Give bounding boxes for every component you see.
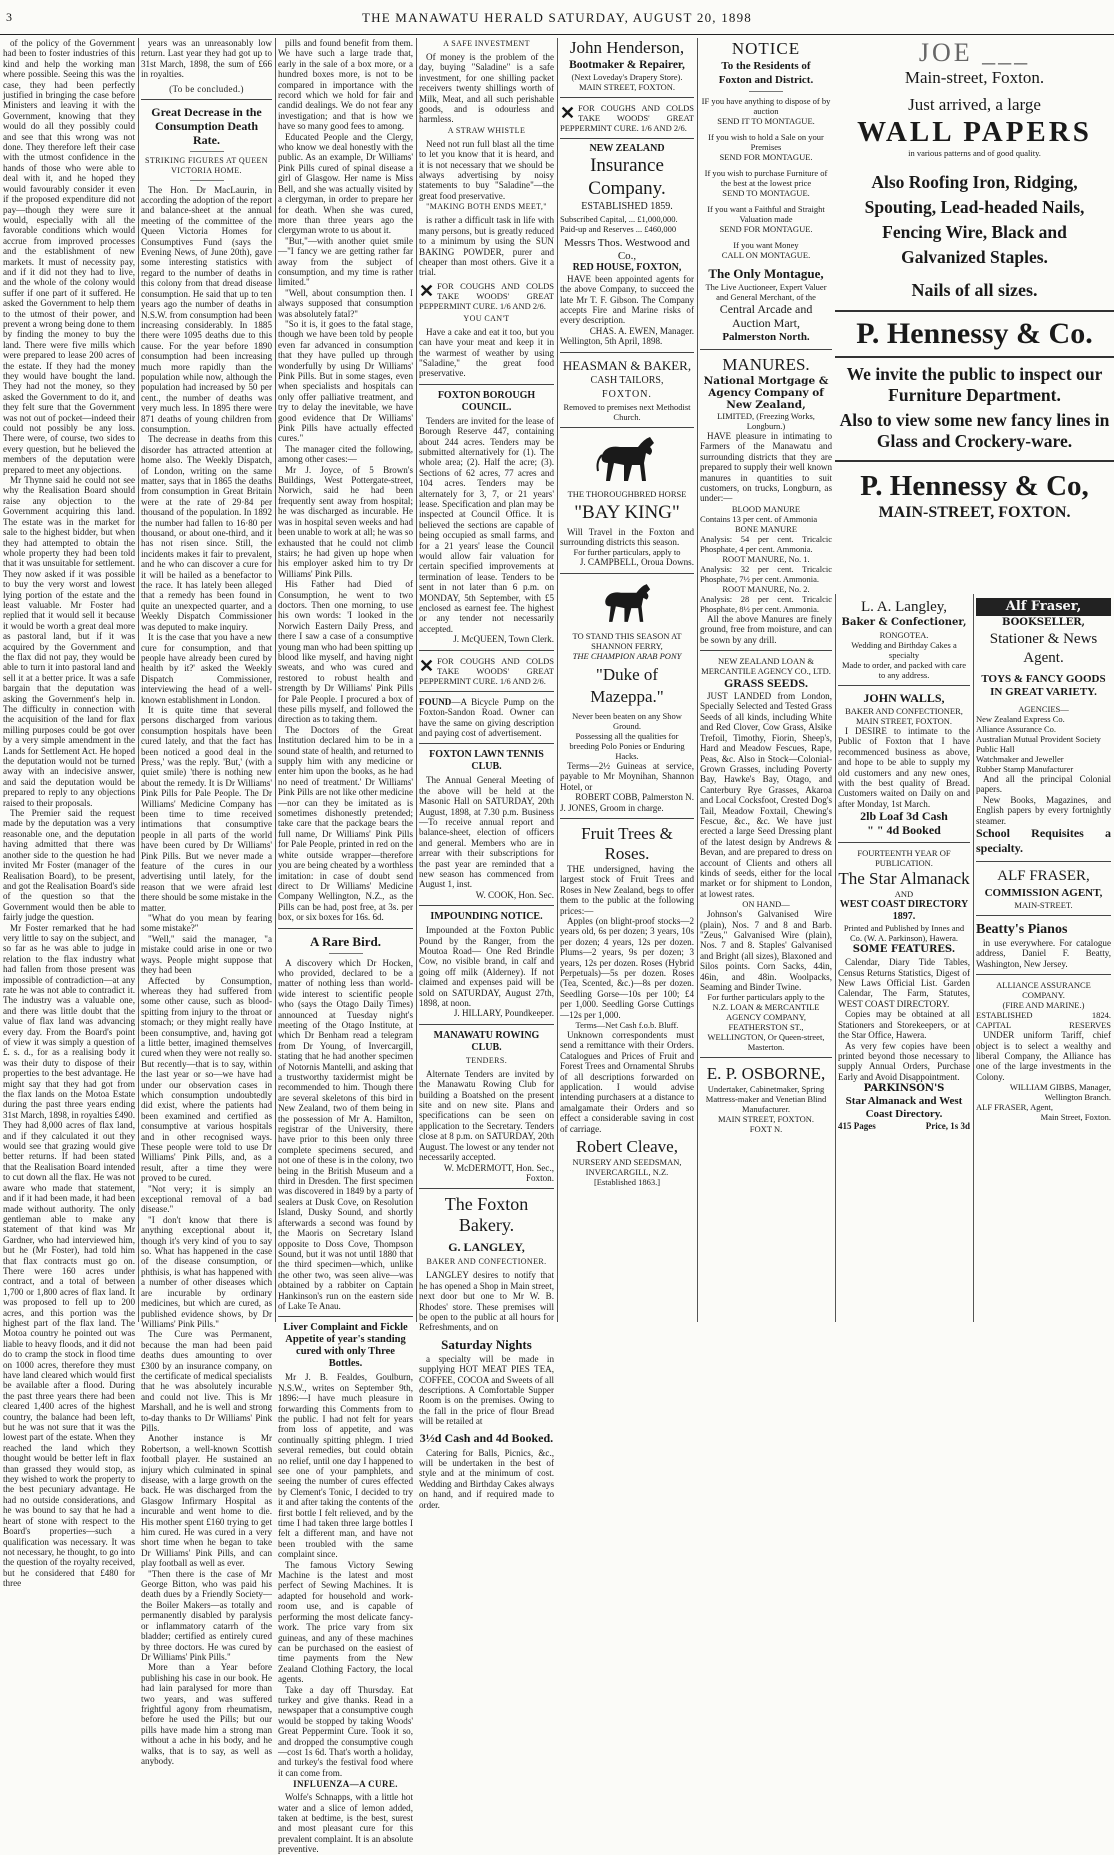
ad-text: HAVE pleasure in intimating to Farmers of the Manawatu and surrounding districts that they are prepared to supply their well known manures in quantities to suit customers, on trucks, Longburn, as under:— [700, 431, 832, 504]
ad-signature: ROBERT COBB, Palmerston N. [575, 792, 694, 803]
ad-text: Possessing all the qualities for breeding Polo Ponies or Enduring Hacks. [569, 730, 685, 761]
article-paragraph: Take a day off Thursday. Eat turkey and give thanks. Read in a newspaper that a consumptive cough would be stopped by taking Woods' Great Peppermint Cure. Took it so, and dropped the consumptive cough—cost 1s 6d. That's worth a holiday, and turkey's the festival food where it can come from. [278, 1684, 413, 1778]
notice-text: Catering for Balls, Picnics, &c., will be undertaken in the best of style and at the minimum of cost. Wedding and Birthday Cakes always on hand, and if required made to order. [419, 1447, 554, 1510]
bookseller: BOOKSELLER, [1001, 617, 1086, 628]
notice-district: Foxton and District. [718, 74, 814, 86]
bakery-owner: G. LANGLEY, [448, 1240, 525, 1255]
article-paragraph: A discovery which Dr Hocken, who provided, declared to be a matter of nothing less than world-wide interest to scientific people who (says the Otago Daily Times) announced at Tuesday night's meeting of the Otago Institute, at which Dr Benham read a telegram from Dr Young, of Invercargill, stating that he had another specimen of Notornis Mantelli, and asking that a trustworthy taxidermist might be recommended to him. Though there are several skeletons of this bird in New Zealand, two of them being in the possession of Mr A. Hamilton, registrar of the University, there have prior to this been only three complete specimens secured, and not one of these is in the colony, two being in the British Museum and a third in Dresden. The first specimen was discovered in 1849 by a party of sealers at Dusk Cove, on Resolution Island, Dusky Sound, and shortly afterwards a second was found by the Maoris on Secretary Island opposite to Doss Cove, Thompson Sound, but it was not until 1880 that the third specimen—which, unlike the other two, was seen alive—was obtained by a rabbiter on Captain Hankinson's run on the eastern side of Lake Te Anau. [278, 957, 413, 1311]
ad-text: THE undersigned, having the largest stock of Fruit Trees and Roses in New Zealand, begs to offer them to the public at the following prices:— [560, 863, 694, 916]
horse-name-bay-king: "BAY KING" [574, 501, 680, 523]
just-arrived: Just arrived, a large [908, 95, 1041, 114]
montague-line: SEND FOR MONTAGUE. [719, 152, 813, 162]
montague-line: If you wish to hold a Sale on your Premises [708, 132, 824, 152]
ad-text: HAVE been appointed agents for the above Company, to succeed the late Mr T. F. Gibson. The Company accepts Fire and Marine risks of every description. [560, 273, 694, 326]
osborne-trade: Undertaker, Cabinetmaker, Spring [707, 1084, 825, 1095]
article-paragraph: The manager cited the following, among other cases:— [278, 443, 413, 465]
robert-cleave-name: Robert Cleave, [576, 1137, 678, 1157]
ad-text: For further particulars, apply to [573, 547, 681, 558]
manure-analysis: Analysis: 28 per cent. Tricalcic Phosphate, 8½ per cent. Ammonia. [700, 593, 832, 614]
red-house: RED HOUSE, FOXTON, [572, 262, 682, 274]
almanack-price: Price, 1s 3d [925, 1121, 970, 1132]
notice-signature: J. McQUEEN, Town Clerk. [453, 634, 554, 645]
ad-signature: CHAS. A. EWEN, Manager. [589, 325, 694, 336]
almanack-and: AND [894, 889, 914, 900]
montague-line: CALL ON MONTAGUE. [721, 250, 811, 260]
article-paragraph: The Doctors of the Great Institution declared him to be in a sound state of health, and returned to supply him with any medicine or enter him upon the books, as he had no need of treatment.' Dr Williams' Pink Pills are not like other medicine—nor can they be imitated as is sometimes dishonestly pretended; take care that the package bears the full name, Dr Williams' Pink Pills for Pale People, printed in red on the white outside wrapper—therefore you are being cheated by a worthless imitation: in case of doubt send direct to Dr Williams' Medicine Company Wellington, N.Z., as the Pills can be had, post free, at 3s. per box, or six boxes for 16s. 6d. [278, 724, 413, 923]
ad-text: Will Travel in the Foxton and surrounding districts this season. [560, 526, 694, 548]
bakery-trade: BAKER AND CONFECTIONER. [426, 1257, 547, 1267]
hennessy-name-2: P. Hennessy & Co, [860, 470, 1089, 502]
ad-text: For further particulars apply to the [707, 992, 825, 1003]
ad-signature: J. CAMPBELL, Oroua Downs. [579, 557, 694, 568]
manure-name: BONE MANURE [734, 523, 798, 534]
column-8-ads [973, 38, 1114, 1322]
subheadline: STRIKING FIGURES AT QUEEN VICTORIA HOME. [145, 155, 268, 175]
article-paragraph: It is quite time that several persons discharged from various consumption hospitals have been cured lately, and that the fact has been noticed a good deal in the Press,' was the reply. 'But,' (with a quiet smile) 'there is nothing new about the remedy. It is Dr Williams' Pink Pills for Pale People. The Dr Williams' Medicine Company has been time to time received intimations that consumptive people in all parts of the world have been cured by Dr Williams' Pink Pills. But we never made a feature of the cures in our advertising until lately, for the reason that we were afraid lest there should be some mistake in the matter. [141, 704, 272, 913]
nz-insurance-label: NEW ZEALAND [589, 143, 665, 154]
column-3-article [275, 38, 416, 1855]
article-paragraph: "I don't know that there is anything exceptional about it, though it's very kind of you to say so. What has happened in the case of the disease consumption, or phthisis, is what has happened with a number of other diseases which are incurable by ordinary medicines, but which are cured, as published evidence shows, by Dr Williams' Pink Pills." [141, 1214, 272, 1329]
langley-name: L. A. Langley, [860, 599, 948, 615]
article-paragraph: Wolfe's Schnapps, with a little hot water and a slice of lemon added, taken at bedtime, is the best, surest and most pleasant cure for this prevalent complaint. It is an absolute preventive. [278, 1792, 413, 1855]
notice-text: Alternate Tenders are invited by the Manawatu Rowing Club for building a Boatshed on the present site and on new site. Plans and specifications can be seen on application to the Secretary. Tenders close at 8 p.m. on SATURDAY, 20th August. The lowest or any tender not necessarily accepted. [419, 1068, 554, 1163]
notice-text: Of money is the problem of the day, buying "Saladine" is a safe investment, for one shilling packet receivers twenty shillings worth of Milk, Meat, and all such perishable goods, and is odourless and harmless. [419, 52, 554, 125]
toys-fancy-goods: TOYS & FANCY GOODS IN GREAT VARIETY. [981, 673, 1106, 698]
article-paragraph: "Then there is the case of Mr George Bitton, who was paid his death dues by a Friendly Society—the Boiler Makers—as totally and permanently disabled by paralysis or inflammatory catarrh of the bladder; certified as entirely cured by three doctors. He was cured by Dr Williams' Pink Pills." [141, 1568, 272, 1662]
capital-line: Subscribed Capital, ... £1,000,000. [560, 214, 678, 225]
ad-text: Copies may be obtained at all Stationers and Storekeepers, or at the Star Office, Hawera. [838, 1009, 970, 1041]
alf-fraser-name: ALF FRASER, [997, 868, 1090, 885]
notice-heading: A STRAW WHISTLE [447, 125, 526, 135]
ad-text: Calendar, Diary Tide Tables, Census Returns Statistics, Digest of New Laws Official List. Garden Calendar, The Farm, Statutes, WEST COAST DIRECTORY. [838, 957, 970, 1009]
hennessy-address: MAIN-STREET, FOXTON. [878, 504, 1071, 521]
on-hand: ON HAND— [742, 899, 790, 910]
notice-text: Impounded at the Foxton Public Pound by the Ranger, from the Moutoa Road— One Red Brindle Cow, no visible brand, in calf and going off milk (Alderney). If not claimed and expenses paid will be sold on SATURDAY, August 27th, 1898, at noon. [419, 925, 554, 1009]
horse-heading: THE THOROUGHBRED HORSE [567, 488, 687, 499]
article-paragraph: pills and found benefit from them. We have such a large trade that, early in the sale of a box more, or a hundred boxes more, is not to be compared in importance with the record which we hold for fair and candid dealings. We do not fear any investigation; and that is how we have so many good fees to among. [278, 38, 413, 132]
article-paragraph: His Father had Died of Consumption, he went to two doctors. Then one morning, to use his own words: 'I looked in the Norwich Eastern Daily Press, and there I saw a case of a consumptive young man who had been spitting up blood like myself, and having night sweats, and who was cured and restored to robust health and strength by Dr Williams' Pink Pills for Pale People. I procured a box of these pills myself, and followed the direction as to taking them. [278, 579, 413, 725]
impounding-heading: IMPOUNDING NOTICE. [430, 911, 543, 923]
article-paragraph: More than a Year before publishing his case in our book. He had lain paralysed for more than two years, and was suffered frightful agony from rheumatism, before he used the Pills; but our pills have made him a strong man without a ache in his body, and he walks, that is to say, as well as anybody. [141, 1662, 272, 1766]
headline-liver-complaint: Liver Complaint and Fickle Appetite of year's standing cured with only Three Bottles. [283, 1322, 408, 1370]
bread-price: 3½d Cash and 4d Booked. [419, 1430, 554, 1445]
bread-booked-price: " " 4d Booked [867, 823, 941, 838]
notice-signature: W. COOK, Hon. Sec. [475, 889, 554, 900]
column-1-article [0, 38, 138, 1589]
terms: Terms—Net Cash f.o.b. Bluff. [575, 1020, 679, 1030]
montague-line: If you want a Faithful and Straight Valuation made [707, 204, 825, 224]
notice-heading: A SAFE INVESTMENT [443, 39, 530, 48]
beattys-pianos: Beatty's Pianos [976, 922, 1068, 938]
main-street-line: Main-street, Foxton. [904, 68, 1045, 87]
bread-cash-price: 2lb Loaf 3d Cash [860, 809, 948, 824]
headline-rare-bird: A Rare Bird. [310, 933, 381, 949]
agencies-heading: AGENCIES— [1018, 704, 1069, 714]
montague-line: IF you have anything to dispose of by auction [701, 96, 831, 116]
established-label: ESTABLISHED [976, 1010, 1033, 1021]
cough-cure-ad: ✕ FOR COUGHS AND COLDS TAKE WOODS' GREAT PEPPERMINT CURE. 1/6 AND 2/6. [560, 103, 694, 133]
henderson-location: (Next Loveday's Drapery Store). [571, 72, 683, 82]
manure-analysis: Analysis: 32 per cent. Tricalcic Phosphate, 7½ per cent. Ammonia. [700, 563, 832, 584]
almanack-year: FOURTEENTH YEAR OF PUBLICATION. [857, 848, 951, 869]
nursery-title: NURSERY AND SEEDSMAN, [572, 1157, 682, 1168]
cough-cure-ad: ✕ FOR COUGHS AND COLDS TAKE WOODS' GREAT PEPPERMINT CURE. 1/6 AND 2/6. [419, 280, 554, 311]
to-be-concluded: (To be concluded.) [169, 83, 244, 94]
heasman-town: FOXTON. [602, 388, 652, 400]
article-paragraph: Another instance is Mr Robertson, a well-known Scottish football player. He sustained an injury which culminated in spinal disease, with a large growth on the back. He was discharged from the Glasgow Infirmary Hospital as incurable and went home to die. His mother spent £160 trying to get him cured. He was cured in a very short time when he began to take Dr Williams' Pink Pills, and can play football as well as ever. [141, 1433, 272, 1569]
page-number: 3 [6, 10, 12, 24]
main-street: MAIN-STREET. [1014, 900, 1073, 911]
mortgage-company: National Mortgage & Agency Company of New Zealand, [703, 375, 829, 411]
ad-text: in use everywhere. For catalogue address, Daniel F. Beatty, Washington, New Jersey. [976, 938, 1111, 969]
ad-text: UNDER uniform Tariff, chief object is to select a wealthy and liberal Company, the Alliance has one of the large investments in the Colony. [976, 1030, 1111, 1082]
ad-text: J. JONES, Groom in charge. [560, 802, 664, 813]
headline-influenza: INFLUENZA—A CURE. [293, 1779, 398, 1790]
parkinsons: PARKINSON'S [863, 1083, 945, 1095]
agency-item: Rubber Stamp Manufacturer [976, 764, 1074, 774]
nz-loan-heading: NEW ZEALAND LOAN & MERCANTILE AGENCY CO., LTD. [701, 656, 831, 677]
star-almanack-title: The Star Almanack [838, 869, 970, 889]
ad-text: Made to order, and packed with care to any address. [841, 660, 967, 680]
fruit-trees-heading: Fruit Trees & Roses. [581, 823, 673, 863]
wall-papers-note: in various patterns and of good quality. [908, 148, 1041, 158]
heasman-note: Removed to premises next Methodist Church. [563, 401, 691, 422]
notice-text: LANGLEY desires to notify that he has opened a Shop in Main street, next door but one to Mr W. B. Rhodes' store. These premises will be open to the public at all hours for Refreshments, and on [419, 1270, 554, 1333]
cross-icon: ✕ [419, 655, 435, 676]
nails-line: Nails of all sizes. [911, 280, 1038, 300]
article-paragraph: Affected by Consumption, whereas they had suffered from some other cause, such as blood-spitting from injury to the throat or stomach; or they might really have been consumptive, and, having got a little better, imagined themselves cured when they were not really so. But recently—that is to say, within the last year or so—we have had under our observation cases in which consumption undoubtedly did exist, where the patients had been examined and certified as consumptive at various hospitals and in other recognised ways. These people were told to use Dr Williams' Pink Pills, and, as a result, after a time they were proved to be cured. [141, 975, 272, 1184]
notice-text: Tenders are invited for the lease of Borough Reserve 447, containing about 244 acres. Tenders may be submitted alternatively for (1). The whole area; (2). Half the acre; (3). Sections of 62 acres, 77 acres and 104 acres. Tenders may be alternately for 3, 7, or 21 years' lease. Specification and plan may be inspected at Council Office. It is believed the sections are capable of being occupied as small farms, and for a 21 years' lease the Council would allow fair valuation for certain specified improvements at termination of lease. Tenders to be sent in not later than 6 p.m. on MONDAY, 5th September, with £5 enclosed as earnest fee. The highest or any tender not necessarily accepted. [419, 415, 554, 634]
ad-text: Johnson's Galvanised Wire (plain), Nos. 7 and 8 and Barb. "Zeus," Galvanised Wire (plain), Nos. 7 and 8. Staples' Galvanised and Bright (all sizes), Blaxoned and Silos points. Corn Sacks, 44in, 46in, and 48in. Woolpacks, Seaming and Binder Twine. [700, 909, 832, 993]
article-paragraph: Mr Foster remarked that he had very little to say on the subject, and so far as he was able to judge in relation to the flax industry what had fallen from those present was impossible of contradiction—at any rate he was not able to contradict it. The industry was a valuable one, and there was little doubt that the value of flax land was advancing every day. From the Board's point of view it was simply a question of £. s. d., for as a realising body it was their duty to dispose of their properties to the best advantage. He might say that they had got from the flax lands on the Motoa Estate during the past three years ending 31st March, 1898, in royalties £490. They had 8,000 acres of flax land, and if they calculated it out they would see that grazing would give better returns. If had been stated that the Realisation Board intended to cut down all the flax. He was not aware who made that statement, and if it had been made, it had been made without authority. The only gentleman able to make any statement of that kind was Mr Gardner, who had interviewed him, but he (Mr Foster), had told him that flax contracts must go on. There were 160 acres under contract, and a total of between 1,700 or 1,800 acres of flax land. It was proposed to fell up to 200 acres, and this portion was the highest part of the flax land. The Motoa country he pointed out was liable to heavy floods, and it did not do to cramp the stock in flood time on 1000 acres, therefore they must have land cleared which would first be available after a flood. During the past three years there had been cleared 1,400 acres of the highest country, the balance had been left, but he was not sure that it was the lowest part of the estate. When they reached the land which they thought would be better left in flax than grassed they would stop, as they wished to work the property to the best pecuniary advantage. He had no outside considerations, and he was bound to say that he had a heart of stone with respect to the Board's properties—such a qualification was necessary. It was not necessary, he thought, to go into the question of the royalty received, but he considered that £480 for three [3, 922, 135, 1589]
borough-council-heading: FOXTON BOROUGH COUNCIL. [437, 389, 536, 413]
capital-label: CAPITAL [976, 1020, 1012, 1031]
article-paragraph: Mr J. Joyce, of 5 Brown's Buildings, West Pottergate-street, Norwich, said he had been frequently sent away from hospital; he was discharged as incurable. He was in hospital seven weeks and had been unable to work at all; he was so exhausted that he could not climb stairs; he had given up hope when his employer asked him to try Dr Williams' Pink Pills. [278, 464, 413, 579]
montague-line: SEND TO MONTAGUE. [722, 188, 810, 198]
ad-text: New Books, Magazines, and English papers by every fortnightly steamer. [976, 794, 1111, 826]
ad-text: And all the principal Colonial papers. [976, 774, 1111, 795]
agent-address: Main Street, Foxton. [1040, 1112, 1111, 1123]
column-4-notices [416, 38, 557, 1510]
osborne-trade-2: Mattress-maker and Venetian Blind Manufacturer. [705, 1094, 827, 1115]
notice-text: is rather a difficult task in life with many persons, but is greatly reduced to a minimum by using the SUN BAKING POWDER, purer and cheaper than most others. Give it a trial. [419, 215, 554, 278]
palmerston-north: Palmerston North. [722, 331, 810, 343]
manures-heading: MANURES. [722, 355, 810, 374]
established-row [976, 1010, 1111, 1020]
manure-name: BLOOD MANURE [731, 503, 801, 514]
agents-name: Messrs Thos. Westwood and Co., [564, 237, 690, 263]
column-2-article [138, 38, 275, 1766]
agency-item: Alliance Assurance Co. [976, 724, 1057, 734]
found-notice: FOUND—A Bicycle Pump on the Foxton-Sandon Road. Owner can have the same on giving description and paying cost of advertisement. [419, 696, 554, 738]
notice-signature: W. McDERMOTT, Hon. Sec., Foxton. [443, 1162, 554, 1183]
notice-heading: YOU CAN'T [463, 313, 510, 323]
nursery-town: INVERCARGILL, N.Z. [585, 1167, 669, 1178]
ad-text: I DESIRE to intimate to the Public of Foxton that I have recommenced business as above, and hope to be able to supply my old customers and any new ones, with the best quality of Bread. Customers waited on Daily on and after Monday, 1st March. [838, 726, 970, 809]
established-year: 1824. [1091, 1010, 1111, 1021]
price-list: Apples (on blight-proof stocks—2 years old, 6s per dozen; 3 years, 10s per dozen; 4 years, 12s per dozen. Plums—2 years, 9s per dozen; 3 years, 12s per dozen. Roses (Hybrid Perpetuals)—5s per dozen. Roses (Tea, Scented, &c.)—8s per dozen. Seedling Gorse—10s per 100; £4 per 1,000. Seedling Gorse Cuttings—12s per 1,000. [560, 915, 694, 1020]
nz-insurance-title: Insurance Company. [588, 155, 666, 200]
furniture-department: We invite the public to inspect our Furniture Department. [846, 364, 1103, 405]
hennessy-name: P. Hennessy & Co. [856, 317, 1093, 350]
nz-insurance-established: ESTABLISHED 1859. [581, 201, 673, 213]
ad-text: N.Z. LOAN & MERCANTILE AGENCY COMPANY, [712, 1002, 820, 1023]
cross-icon: ✕ [560, 103, 576, 123]
henderson-trade: Bootmaker & Repairer, [569, 59, 685, 71]
article-paragraph: The decrease in deaths from this disorder has attracted attention at home also. The Weekly Dispatch, of London, writing on the same matter, says that in 1865 the deaths from consumption in Great Britain were at the rate of 29·84 per thousand of the population. In 1892 the number had fallen to 16·80 per thousand, or about one-third, and it has not risen since. Still, the incidents makes it fair to prevalent, and he who can discover a cure for it will be hailed as a benefactor to the race. It has lately been alleged that a remedy has been found in quite an unexpected quarter, and a Weekly Dispatch Commissioner was deputed to make inquiry. [141, 434, 272, 632]
heasman-name: HEASMAN & BAKER, [562, 357, 692, 373]
langley-trade: Baker & Confectioner, [841, 617, 967, 628]
capital-row [976, 1020, 1111, 1030]
article-paragraph: "Well," said the manager, "a mistake could arise in one or two ways. People might suppose that they had been [141, 933, 272, 976]
notice-text: Have a cake and eat it too, but you can have your meat and keep it in the warmest of weather by using "Saladine," the great food preservative. [419, 326, 554, 379]
montague-line: SEND IT TO MONTAGUE. [717, 116, 815, 126]
notice-heading: NOTICE [731, 39, 801, 58]
fire-marine: (FIRE AND MARINE.) [1002, 1000, 1085, 1011]
article-paragraph: Educated People and the Clergy, who know we deal honestly with the public. As an example, Dr Williams' Pink Pills cured of spinal disease a girl of Glasgow. Her name is Miss Bell, and she was actually visited by a clergyman, in order to prepare her for death. When she was cured, more than three years ago the clergyman wrote to us about it. [278, 131, 413, 236]
ad-text: FEATHERSTON ST., WELLINGTON, Or Queen-street, Masterton. [707, 1022, 825, 1053]
agency-item: New Zealand Express Co. [976, 714, 1065, 724]
article-paragraph: "But,"—with another quiet smile—"I fancy we are getting rather far away from the subject of consumption, and my time is rather limited." [278, 235, 413, 288]
article-paragraph: Mr J. B. Fealdes, Goulburn, N.S.W., writes on September 9th, 1896:—I have much pleasure in forwarding this Comments from to the public. I had not felt for years from loss of appetite, and was continually spitting phlegm. I tried several remedies, but could obtain no relief, until one day I happened to see one of your pamphlets, and seeing the number of cures effected by Clement's Tonic, I decided to try it and after taking the contents of the first bottle I felt relieved, and by the time I had taken three large bottles I felt a different man, and have not been troubled with the same complaint since. [278, 1372, 413, 1560]
alliance-heading: ALLIANCE ASSURANCE COMPANY. [996, 980, 1091, 1001]
osborne-town: FOXT N. [749, 1124, 783, 1135]
article-paragraph: "Not very; it is simply an exceptional removal of a bad disease." [141, 1183, 272, 1215]
article-paragraph: years was an unreasonably low return. Last year they had got up to 31st March, 1898, the sum of £66 in royalties. [141, 38, 272, 80]
reserves-label: RESERVES [1069, 1020, 1111, 1031]
ad-text: TO STAND THIS SEASON AT SHANNON FERRY, [572, 630, 682, 651]
smudged-heading: JOE ___ [918, 38, 1031, 67]
article-paragraph: "Well, about consumption then. I always supposed that consumption was absolutely fatal?" [278, 287, 413, 319]
company-limited: LIMITED, (Freezing Works, Longburn.) [717, 411, 815, 431]
tennis-club-heading: FOXTON LAWN TENNIS CLUB. [429, 749, 544, 773]
walls-address: MAIN STREET, FOXTON. [855, 716, 953, 726]
almanack-pages-price [838, 1121, 970, 1131]
article-paragraph: The Hon. Dr MacLaurin, in according the adoption of the report and balance-sheet at the annual meeting of the committee of the Queen Victoria Homes for Consumptives Fund (says the Evening News, of June 20th), gave some interesting statistics with regard to the number of deaths in this colony from that dread disease consumption. He said that up to ten years ago the number of deaths in N.S.W. from consumption had been increasing considerably. In 1885 there were 1095 deaths due to this cause. For the year before 1890 consumption had been increasing much more rapidly than the population while now, although the population had increased by 50 per cent., the number of deaths was very much less. In 1895 there were 871 deaths of young children from consumption. [141, 184, 272, 434]
notice-text: Need not run full blast all the time to let you know that it is heard, and it is not necessary that we should be always advertising by noisy statements to buy "Saladine"—the great food preservative. [419, 138, 554, 201]
wall-papers-heading: WALL PAPERS [857, 116, 1092, 148]
headline-consumption: Great Decrease in the Consumption Death Rate. [151, 104, 262, 147]
ad-text: Unknown correspondents must send a remittance with their Orders. Catalogues and Prices of Fruit and Forest Trees and Ornamental Shrubs of all descriptions forwarded on application. I would advise intending purchasers at a distance to amalgamate their Orders and so effect a considerable saving in cost of carriage. [560, 1030, 694, 1134]
notice-to-residents: To the Residents of [721, 60, 811, 72]
column-6-ads [697, 38, 835, 1322]
notice-text: The Annual General Meeting of the above will be held at the Masonic Hall on SATURDAY, 20th August, 1898, at 7.30 p.m. Business—To receive annual report and balance-sheet, election of officers and general. Members who are in arrear with their subscriptions for the past year are reminded that a new season has commenced from August 1, inst. [419, 775, 554, 890]
ad-text: Terms—2½ Guineas at service, payable to Mr Moynihan, Shannon Hotel, or [560, 760, 694, 792]
article-paragraph: The Cure was Permanent, because the man had been paid deaths dues amounting to over £300 by an insurance company, on the certificate of medical specialists that he was absolutely incurable and could not live. This is Mr Marshall, and he is well and strong to-day thanks to Dr Williams' Pink Pills. [141, 1329, 272, 1433]
glass-crockery: Also to view some new fancy lines in Glass and Crockery-ware. [839, 410, 1110, 451]
langley-town: RONGOTEA. [879, 630, 929, 640]
ad-text: The Live Auctioneer, Expert Valuer and General Merchant, of the [705, 282, 827, 302]
notice-signature: J. HILLARY, Poundkeeper. [453, 1008, 554, 1019]
school-requisites: School Requisites a specialty. [976, 826, 1111, 856]
pony-icon [597, 579, 657, 627]
article-paragraph: of the policy of the Government had been to foster industries of this kind and help the working man where possible. Seeing this was the case, they had been perfectly justified in bringing the case before Ministers and leaving it with the Government, knowing that they would do all they possibly could and see that this wrong was not done. They therefore left their case with the utmost confidence in the hands of those who were able to deal with it, and he hoped they would favourably consider it even if the proposed expenditure did not pay—though they were sure it would, especially with all the favorable conditions which would accrue from improved processes and the establishment of new markets. It must of necessity pay, and if it did not they had to live, and the whole of the colony would suffer if one part of it suffered. He asked the Government to help them to the utmost of their power, and prevent a wrong being done to them by finding the money to buy the land. There were five mills which were prepared to lease 200 acres of the estate. If they had the money they would have bought the land. They had not the money, so they asked the Government to do it, and they felt sure that the Government was not out of pocket—indeed their could not possibly be any loss. There were, of course, two sides to every question, but he believed the members of the deputation were prepared to meet any objections. [3, 38, 135, 475]
cross-icon: ✕ [419, 280, 435, 301]
article-paragraph: "What do you mean by fearing some mistake?" [141, 913, 272, 934]
montague-line: If you want Money [733, 240, 799, 250]
almanack-pages: 415 Pages [838, 1121, 876, 1132]
osborne-address: MAIN STREET, FOXTON. [717, 1114, 815, 1125]
ad-date: Wellington, 5th April, 1898. [560, 336, 663, 347]
saturday-nights: Saturday Nights [441, 1336, 532, 1352]
article-paragraph: "So it is, it goes to the fatal stage, though we have been told by people even far advanced in consumption that they have pulled up through wonderfully by using Dr Williams' Pink Pills. But in some stages, even when specialists and hospitals can only offer palliative treatment, and try to delay the inevitable, we have good evidence that Dr Williams' Pink Pills have actually effected cures." [278, 318, 413, 444]
montague-line: SEND FOR MONTAGUE. [719, 224, 813, 234]
masthead-title: THE MANAWATU HERALD SATURDAY, AUGUST 20, 1898 [361, 10, 753, 25]
stationer-news-agent: Stationer & News Agent. [989, 631, 1098, 666]
heasman-trade: CASH TAILORS, [590, 374, 664, 386]
only-montague: The Only Montague, [708, 266, 824, 281]
ad-text: As very few copies have been printed beyond those necessary to supply Annual Orders, Purchase Early and Avoid Disappointment. [838, 1040, 970, 1082]
paidup-line: Paid-up and Reserves ... £460,000 [560, 224, 677, 235]
horse-icon [592, 433, 662, 485]
roofing-iron-ad: Also Roofing Iron, Ridging, Spouting, Lead-headed Nails, Fencing Wire, Black and Galvanized Staples. [864, 172, 1085, 267]
montague-line: If you wish to purchase Furniture of the best at the lowest price [704, 168, 828, 188]
central-arcade: Central Arcade and Auction Mart, [719, 302, 813, 330]
manure-analysis: Contains 13 per cent. of Ammonia [700, 513, 818, 524]
column-5-ads [557, 38, 697, 1322]
article-paragraph: The Premier said the request made by the deputation was a very reasonable one, and the deputation having admitted that there was another side to the question he had invited Mr Foster (manager of the Realisation Board), to be present, and got the Realisation Board's side of the question so that the Government would then be able to fairly judge the question. [3, 808, 135, 923]
article-paragraph: The famous Victory Sewing Machine is the latest and most perfect of Sewing Machines. It is adapted for household and work-room use, and is capable of performing the most delicate fancy-work. The price vary from six guineas, and any of these machines can be purchased on the easiest of time payments from the New Zealand Clothing Factory, the local agents. [278, 1559, 413, 1685]
henderson-name: John Henderson, [569, 38, 685, 57]
manager-signature: WILLIAM GIBBS, Manager, Wellington Branch. [1009, 1082, 1111, 1103]
ad-text: Wedding and Birthday Cakes a specialty [851, 640, 957, 660]
foxton-bakery-heading: The Foxton Bakery. [444, 1194, 529, 1236]
osborne-name: E. P. OSBORNE, [706, 1064, 826, 1084]
walls-trade: BAKER AND CONFECTIONER, [845, 706, 963, 716]
agency-item: Public Hall [976, 744, 1015, 754]
ad-text: Never been beaten on any Show Ground. [572, 710, 682, 731]
nursery-established: [Established 1863.] [593, 1177, 661, 1188]
alf-fraser-banner: Alf Fraser, [976, 598, 1111, 616]
rowing-club-heading: MANAWATU ROWING CLUB. [433, 1029, 540, 1053]
henderson-address: MAIN STREET, FOXTON. [578, 82, 676, 92]
agency-item: Watchmaker and Jeweller [976, 754, 1064, 764]
horse-name-mazeppa: "Duke of Mazeppa." [590, 664, 664, 706]
tenders-subheading: TENDERS. [465, 1055, 508, 1065]
ad-text: THE CHAMPION ARAB PONY [572, 650, 682, 661]
west-coast-directory: WEST COAST DIRECTORY 1897. [839, 899, 969, 923]
some-features: SOME FEATURES. [852, 944, 956, 956]
agency-item: Australian Mutual Provident Society [976, 734, 1101, 744]
masthead [0, 0, 1114, 35]
notice-text: a specialty will be made in supplying HOT MEAT PIES TEA, COFFEE, COCOA and Sweets of all descriptions. A Comfortable Supper Room is on the premises. Owing to the fall in the price of flour Bread will be retailed at [419, 1353, 554, 1427]
commission-agent: COMMISSION AGENT, [984, 887, 1103, 900]
ad-text: All the above Manures are finely ground, free from moisture, and can be sown by any drill. [700, 613, 832, 645]
cough-cure-ad: ✕ FOR COUGHS AND COLDS TAKE WOODS' GREAT PEPPERMINT CURE. 1/6 AND 2/6. [419, 655, 554, 686]
notice-heading: "MAKING BOTH ENDS MEET," [426, 202, 547, 212]
manure-name: ROOT MANURE, No. 1. [722, 553, 810, 564]
agent-name: ALF FRASER, Agent, [976, 1102, 1053, 1113]
publisher: Printed and Published by Innes and Co. (W. A. Parkinson), Hawera. [843, 923, 965, 944]
article-paragraph: Mr Thynne said he could not see why the Realisation Board should raise any objection to the Government acquiring this land. The estate was in the market for sale to the highest bidder, but when they had attempted to obtain the whole property they had been told that it was unsuitable for settlement. They now asked if it was possible to buy the very worst and lowest lying portion of the estate and the least valuable. Mr Foster had replied that it would sell it because it would be worth a great deal more as pastoral land, but if it was acquired by the Government and the flax did not pay, they would be able to turn it into pastoral land and sell it at a better price. It was a safe bargain that the deputation was asking the Government's help in. The difficulty in connection with the acquisition of the land for flax milling purposes could be got over by a very simple amendment in the Lands for Settlement Act. He hoped the deputation would not be turned away with an indecisive answer, and said the deputation would be prepared to reply to any objections raised to their proposals. [3, 475, 135, 808]
grass-seeds-heading: GRASS SEEDS. [723, 676, 809, 691]
manure-name: ROOT MANURE, No. 2. [722, 583, 810, 594]
article-paragraph: It is the case that you have a new cure for consumption, and that people have already been cured by health by it?' asked the Weekly Dispatch Commissioner, interviewing the head of a well-known establishment in London. [141, 632, 272, 705]
manure-analysis: Analysis: 54 per cent. Tricalcic Phosphate, 4 per cent. Ammonia. [700, 533, 832, 554]
ad-text: JUST LANDED from London, Specially Selected and Tested Grass Seeds of all kinds, including White and Red Clover, Cow Grass, Alsike Trefoil, Timothy, Fiorin, Sheep's, Hard and Meadow Fescues, Rape, Peas, &c. Also in Stock—Colonial-Grown Grasses, including Poverty Bay, Hawke's Bay, Otago, and Canterbury Rye Grasses, Akaroa and Local Cocksfoot, Crested Dog's Tail, Meadow Foxtail, Chewing's Fescue, &c., &c. We have just erected a large Seed Dressing plant of the latest design by Andrews & Bevan, and are prepared to dress on account of Clients and others all kinds of seeds, either for the local market or for shipment to London, at lowest rates. [700, 691, 832, 899]
almanack-title-2: Star Almanack and West Coast Directory. [845, 1095, 963, 1121]
walls-name: JOHN WALLS, [863, 691, 945, 705]
